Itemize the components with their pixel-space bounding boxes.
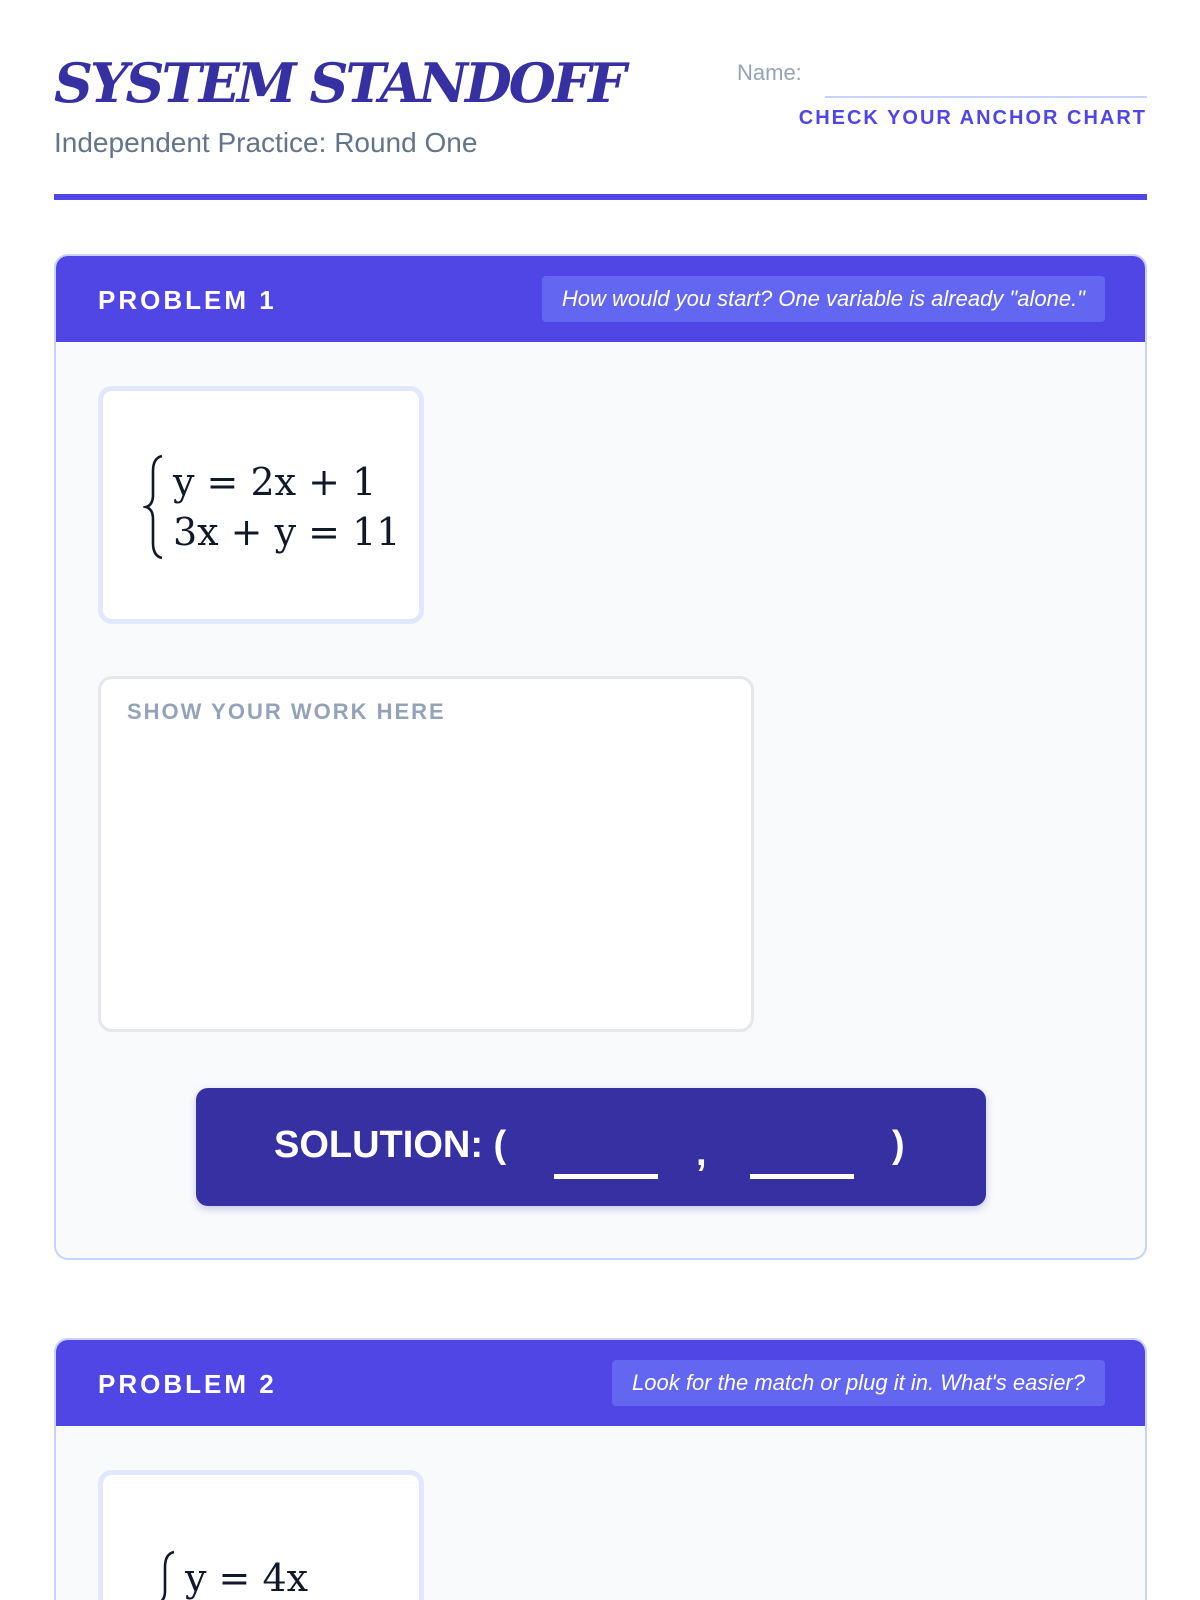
anchor-chart-note: CHECK YOUR ANCHOR CHART	[798, 107, 1147, 129]
worksheet-header	[54, 51, 1147, 202]
equation-2: 3x + y = 11	[173, 510, 401, 554]
solution-label: SOLUTION: (	[274, 1124, 507, 1166]
system-brace-icon	[155, 1549, 177, 1600]
name-field[interactable]	[737, 60, 1147, 94]
equation-1: y = 4x	[185, 1556, 309, 1600]
solution-y-blank[interactable]	[750, 1174, 854, 1179]
equation-box	[98, 386, 424, 624]
worksheet-title: SYSTEM STANDOFF	[54, 51, 624, 115]
problem-header	[56, 256, 1145, 342]
equation-1: y = 2x + 1	[173, 460, 377, 504]
problem-card	[54, 254, 1147, 1260]
header-rule	[54, 194, 1147, 200]
work-area[interactable]	[98, 676, 754, 1032]
problem-hint: Look for the match or plug it in. What's easier?	[612, 1360, 1105, 1406]
system-brace-icon	[143, 453, 165, 561]
problem-label: PROBLEM 1	[98, 285, 277, 315]
equation-box	[98, 1470, 424, 1600]
solution-comma: ,	[696, 1132, 707, 1174]
problem-header	[56, 1340, 1145, 1426]
name-line[interactable]	[825, 96, 1147, 98]
solution-bar	[196, 1088, 986, 1206]
worksheet-subtitle: Independent Practice: Round One	[54, 127, 478, 158]
solution-close-paren: )	[892, 1124, 905, 1166]
problem-card	[54, 1338, 1147, 1600]
work-label: SHOW YOUR WORK HERE	[127, 699, 446, 724]
solution-x-blank[interactable]	[554, 1174, 658, 1179]
problem-hint: How would you start? One variable is already "alone."	[542, 276, 1105, 322]
name-label: Name:	[737, 60, 802, 85]
problem-label: PROBLEM 2	[98, 1369, 277, 1399]
